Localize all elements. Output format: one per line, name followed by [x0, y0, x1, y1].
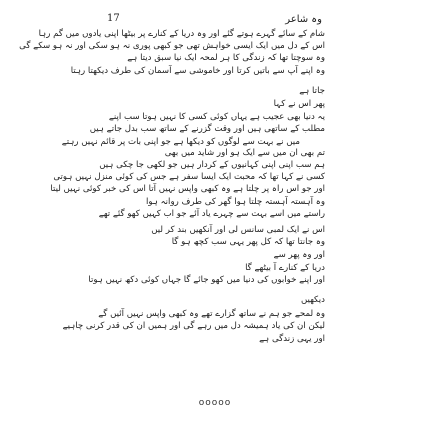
- text-line: اس نے ایک لمبی سانس لی اور آنکھیں بند کر لیں: [151, 225, 325, 235]
- text-line: یہ دنیا بھی عجیب ہے یہاں کوئی کسی کا نہیں ہوتا سب اپنے: [108, 112, 325, 122]
- page-number: 17: [107, 13, 120, 24]
- text-line: پھر اس نے کہا: [273, 99, 325, 109]
- text-line: شام کے سائے گہرے ہوتے گئے اور وہ دریا کے کنارے پر بیٹھا اپنی یادوں میں گم رہا: [38, 29, 325, 39]
- text-line: اس کے دل میں ایک ایسی خواہش تھی جو کبھی پوری نہ ہو سکی اور نہ ہو سکے گی: [19, 41, 325, 51]
- text-line: وہ جانتا تھا کہ کل پھر یہی سب کچھ ہو گا: [171, 237, 325, 247]
- text-line: میں نے بہت سے لوگوں کو دیکھا ہے جو اپنی بات پر قائم نہیں رہتے: [61, 137, 300, 147]
- page-ornament: ooooo: [198, 398, 232, 408]
- text-line: اور وہ پھر سے: [273, 250, 325, 260]
- text-line: دریا کے کنارے آ بیٹھے گا: [245, 263, 325, 273]
- text-line: وہ آہستہ آہستہ چلتا ہوا گھر کی طرف روانہ ہوا: [146, 197, 325, 207]
- text-line: اور جو اس راہ پر چلتا ہے وہ کبھی واپس نہیں آتا اس کی خبر کوئی نہیں لیتا: [50, 184, 325, 194]
- text-line: کسی نے کہا تھا کہ محبت ایک ایسا سفر ہے جس کی کوئی منزل نہیں ہوتی: [53, 172, 325, 182]
- body-text: [0, 28, 430, 388]
- text-line: تم بھی ان میں سے ایک ہو اور شاید میں بھی: [164, 148, 325, 158]
- text-line: دیکھیں: [300, 295, 325, 305]
- text-line: لیکن ان کی یاد ہمیشہ دل میں رہے گی اور ہمیں ان کی قدر کرنی چاہیے: [62, 321, 325, 331]
- text-line: مطلب کے ساتھی ہیں اور وقت گزرنے کے ساتھ سب بدل جاتے ہیں: [89, 124, 325, 134]
- text-line: اور یہی زندگی ہے: [259, 334, 325, 344]
- text-line: ہم سب اپنی اپنی کہانیوں کے کردار ہیں جو لکھی جا چکی ہیں: [99, 160, 325, 170]
- text-line: وہ لمحے جو ہم نے ساتھ گزارے تھے وہ کبھی واپس نہیں آئیں گے: [98, 309, 325, 319]
- text-line: اور اپنے خوابوں کی دنیا میں کھو جائے گا جہاں کوئی دکھ نہیں ہوتا: [88, 275, 325, 285]
- running-header: وہ شاعر: [285, 14, 322, 25]
- text-line: وہ سوچتا تھا کہ زندگی کا ہر لمحہ ایک نیا سبق دیتا ہے: [127, 53, 325, 63]
- text-line: راستے میں اسے بہت سے چہرے یاد آئے جو اب کہیں کھو گئے تھے: [98, 209, 325, 219]
- text-line: وہ اپنے آپ سے باتیں کرتا اور خاموشی سے آسمان کی طرف دیکھتا رہتا: [70, 66, 325, 76]
- text-line: جاتا ہے: [299, 86, 325, 96]
